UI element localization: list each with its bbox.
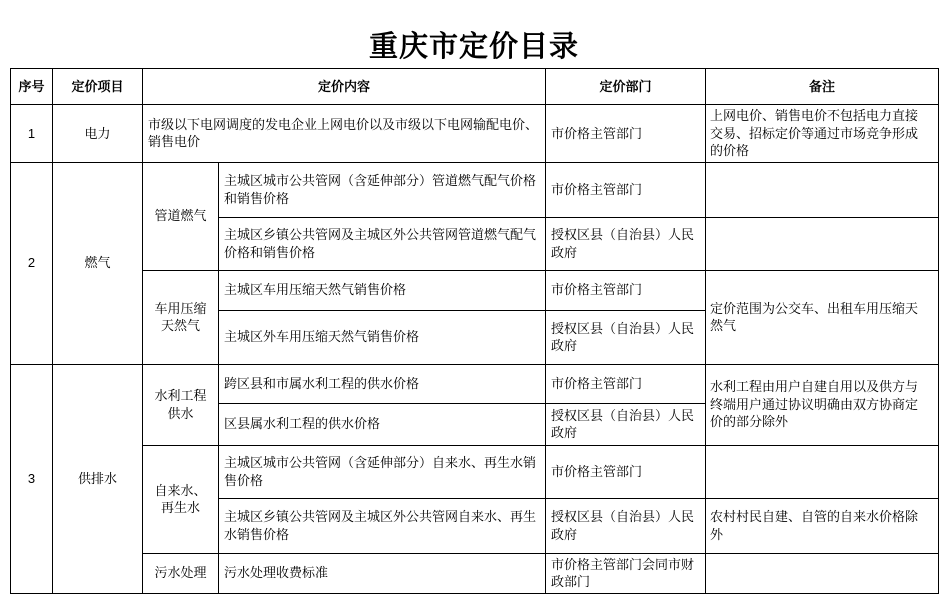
header-seq: 序号 <box>11 69 53 105</box>
water-tap-township-content: 主城区乡镇公共管网及主城区外公共管网自来水、再生水销售价格 <box>219 498 546 553</box>
table-row <box>11 162 939 217</box>
table-row <box>11 270 939 310</box>
electricity-content: 市级以下电网调度的发电企业上网电价以及市级以下电网输配电价、销售电价 <box>143 105 546 163</box>
gas-pipeline-township-content: 主城区乡镇公共管网及主城区外公共管网管道燃气配气价格和销售价格 <box>219 217 546 270</box>
water-seq: 3 <box>11 364 53 593</box>
gas-pipeline-urban-department: 市价格主管部门 <box>546 162 706 217</box>
gas-cng-outside-department: 授权区县（自治县）人民政府 <box>546 310 706 364</box>
gas-pipeline-urban-content: 主城区城市公共管网（含延伸部分）管道燃气配气价格和销售价格 <box>219 162 546 217</box>
gas-pipeline-township-department: 授权区县（自治县）人民政府 <box>546 217 706 270</box>
water-conservancy-cross-department: 市价格主管部门 <box>546 364 706 403</box>
gas-cng-remark: 定价范围为公交车、出租车用压缩天然气 <box>706 270 939 364</box>
water-sewage-content: 污水处理收费标准 <box>219 553 546 593</box>
page-title: 重庆市定价目录 <box>368 31 579 63</box>
water-item: 供排水 <box>53 364 143 593</box>
gas-pipeline-subitem: 管道燃气 <box>143 162 219 270</box>
water-tap-urban-department: 市价格主管部门 <box>546 445 706 498</box>
gas-cng-subitem: 车用压缩天然气 <box>143 270 219 364</box>
gas-seq: 2 <box>11 162 53 364</box>
gas-cng-urban-content: 主城区车用压缩天然气销售价格 <box>219 270 546 310</box>
table-row <box>11 445 939 498</box>
gas-pipeline-urban-remark <box>706 162 939 217</box>
electricity-seq: 1 <box>11 105 53 163</box>
water-conservancy-cross-content: 跨区县和市属水利工程的供水价格 <box>219 364 546 403</box>
electricity-remark: 上网电价、销售电价不包括电力直接交易、招标定价等通过市场竞争形成的价格 <box>706 105 939 163</box>
gas-item: 燃气 <box>53 162 143 364</box>
header-remark: 备注 <box>706 69 939 105</box>
water-sewage-department: 市价格主管部门会同市财政部门 <box>546 553 706 593</box>
header-item: 定价项目 <box>53 69 143 105</box>
pricing-table <box>10 68 939 594</box>
electricity-department: 市价格主管部门 <box>546 105 706 163</box>
water-sewage-subitem: 污水处理 <box>143 553 219 593</box>
gas-cng-outside-content: 主城区外车用压缩天然气销售价格 <box>219 310 546 364</box>
table-row <box>11 105 939 163</box>
table-row <box>11 364 939 403</box>
water-conservancy-county-department: 授权区县（自治县）人民政府 <box>546 403 706 445</box>
water-tap-township-department: 授权区县（自治县）人民政府 <box>546 498 706 553</box>
gas-cng-urban-department: 市价格主管部门 <box>546 270 706 310</box>
water-tap-township-remark: 农村村民自建、自管的自来水价格除外 <box>706 498 939 553</box>
water-sewage-remark <box>706 553 939 593</box>
water-conservancy-subitem: 水利工程供水 <box>143 364 219 445</box>
water-conservancy-county-content: 区县属水利工程的供水价格 <box>219 403 546 445</box>
header-department: 定价部门 <box>546 69 706 105</box>
header-row <box>11 69 939 105</box>
water-conservancy-remark: 水利工程由用户自建自用以及供方与终端用户通过协议明确由双方协商定价的部分除外 <box>706 364 939 445</box>
water-tap-urban-content: 主城区城市公共管网（含延伸部分）自来水、再生水销售价格 <box>219 445 546 498</box>
electricity-item: 电力 <box>53 105 143 163</box>
table-row <box>11 553 939 593</box>
header-content: 定价内容 <box>143 69 546 105</box>
water-tap-subitem: 自来水、再生水 <box>143 445 219 553</box>
water-tap-urban-remark <box>706 445 939 498</box>
gas-pipeline-township-remark <box>706 217 939 270</box>
